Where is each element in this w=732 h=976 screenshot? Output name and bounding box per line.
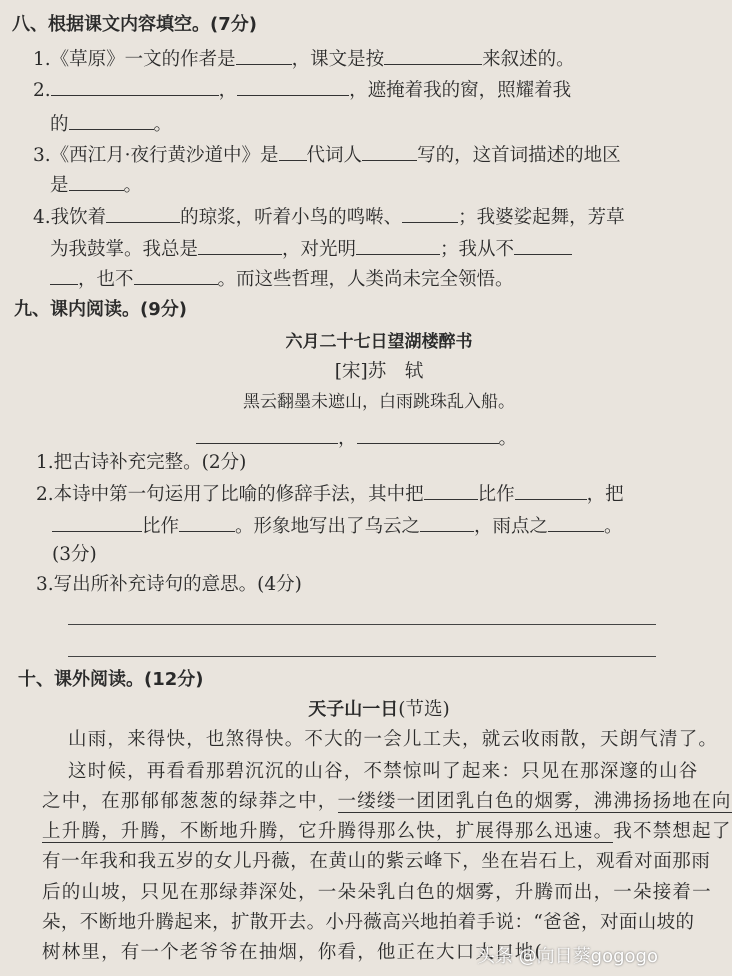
answer-blank[interactable] [237,77,349,96]
answer-blank[interactable] [279,142,307,161]
text: 的 [50,114,69,135]
watermark: 头条 @向日葵gogogo [476,946,658,967]
title: 天子山一日 [308,699,399,720]
passage-line: 有一年我和我五岁的女儿丹薇，在黄山的紫云峰下，坐在岩石上，观看对面那雨 [42,851,711,872]
answer-blank[interactable] [402,204,458,223]
answer-blank[interactable] [236,46,292,65]
answer-blank[interactable] [357,425,499,444]
text: 。 [498,428,518,449]
answer-blank[interactable] [69,111,154,130]
answer-blank[interactable] [179,513,235,532]
passage-line: 后的山坡，只见在那绿莽深处，一朵朵乳白色的烟雾，升腾而出，一朵接着一 [42,882,712,903]
text: ， [338,428,357,449]
text: ， [218,80,238,101]
text: 比作 [142,516,180,537]
text: 。 [153,114,173,135]
poem-line: 黑云翻墨未遮山，白雨跳珠乱入船。 [243,392,515,412]
text: 来叙述的。 [482,49,575,70]
text: 。 [604,516,623,537]
text: 之中，在那郁郁葱葱的绿莽之中， [42,791,338,812]
poem-author: [宋]苏 轼 [334,361,424,382]
passage-line: 山雨，来得快，也煞得快。不大的一会儿工夫，就云收雨散，天朗气清了。 [68,729,719,750]
text: ；我从不 [440,239,515,260]
answer-blank[interactable] [52,513,142,532]
underlined-text: 一缕缕一团团乳白色的烟雾，沸沸扬扬地在向 [337,791,732,812]
answer-blank[interactable] [515,481,587,500]
text: ，遮掩着我的窗，照耀着我 [349,80,572,101]
text: 代词人 [306,145,363,166]
answer-blank[interactable] [198,236,282,255]
section-10-heading: 十、课外阅读。(12分) [18,669,204,690]
text: 。而这些哲理，人类尚未完全领悟。 [217,269,514,290]
question-8-3 [33,142,621,168]
answer-blank[interactable] [424,481,478,500]
answer-blank[interactable] [362,142,417,161]
question-9-2 [36,481,624,507]
passage-title [0,698,698,722]
answer-blank[interactable] [356,236,440,255]
text: 的琼浆，听着小鸟的鸣啭、 [180,207,403,228]
text: 1.《草原》一文的作者是 [33,49,236,70]
text: 。形象地写出了乌云之 [235,516,421,537]
underlined-text: 上升腾，升腾，不断地升腾，它升腾得那么快，扩展得那么迅速。 [42,821,614,842]
question-8-4-cont [50,236,572,262]
passage-line: 这时候，再看看那碧沉沉的山谷，不禁惊叫了起来：只见在那深邃的山谷 [68,761,699,782]
text: 为我鼓掌。我总是 [50,239,199,260]
answer-line[interactable] [68,656,656,657]
text: ，对光明 [282,239,357,260]
text: ；我婆娑起舞，芳草 [458,207,625,228]
question-8-2-cont [50,111,172,137]
passage-line [42,820,732,844]
question-9-1: 1.把古诗补充完整。(2分) [36,452,247,473]
question-8-4 [33,204,625,230]
text: 比作 [477,484,515,505]
question-8-2 [33,77,571,103]
answer-blank[interactable] [384,46,482,65]
text: 2. [33,80,51,101]
question-8-1 [33,46,575,72]
answer-blank[interactable] [420,513,474,532]
answer-line[interactable] [68,624,656,625]
answer-blank[interactable] [134,266,218,285]
text: ，课文是按 [291,49,385,70]
text: 是 [50,175,69,196]
answer-blank[interactable] [548,513,604,532]
question-9-2-score: (3分) [52,544,97,565]
passage-line [42,790,732,814]
text: 写的，这首词描述的地区 [417,145,621,166]
question-8-3-cont [50,172,142,198]
question-8-4-cont2 [50,266,514,292]
text: 4.我饮着 [33,207,107,228]
question-9-2-cont [52,513,623,539]
text: 3.《西江月·夜行黄沙道中》是 [33,145,279,166]
answer-blank[interactable] [106,204,180,223]
text: 2.本诗中第一句运用了比喻的修辞手法，其中把 [36,484,424,505]
section-8-heading: 八、根据课文内容填空。(7分) [12,14,257,35]
text: ，雨点之 [474,516,549,537]
text: ，也不 [78,269,134,290]
answer-blank[interactable] [50,266,78,285]
question-9-3: 3.写出所补充诗句的意思。(4分) [36,574,302,595]
text: ，把 [586,484,624,505]
poem-title: 六月二十七日望湖楼醉书 [285,332,473,352]
section-9-heading: 九、课内阅读。(9分) [14,299,187,320]
title-note: (节选) [398,699,450,720]
poem-blanks [196,425,517,451]
passage-line: 朵，不断地升腾起来，扩散开去。小丹薇高兴地拍着手说：“爸爸，对面山坡的 [42,912,695,933]
answer-blank[interactable] [514,236,572,255]
text: 我不禁想起了 [613,821,732,842]
text: 。 [123,175,143,196]
passage-line: 树林里，有一个老爷爷在抽烟，你看，他正在大口大口地( [42,942,543,963]
answer-blank[interactable] [196,425,338,444]
answer-blank[interactable] [69,172,124,191]
answer-blank[interactable] [51,77,219,96]
